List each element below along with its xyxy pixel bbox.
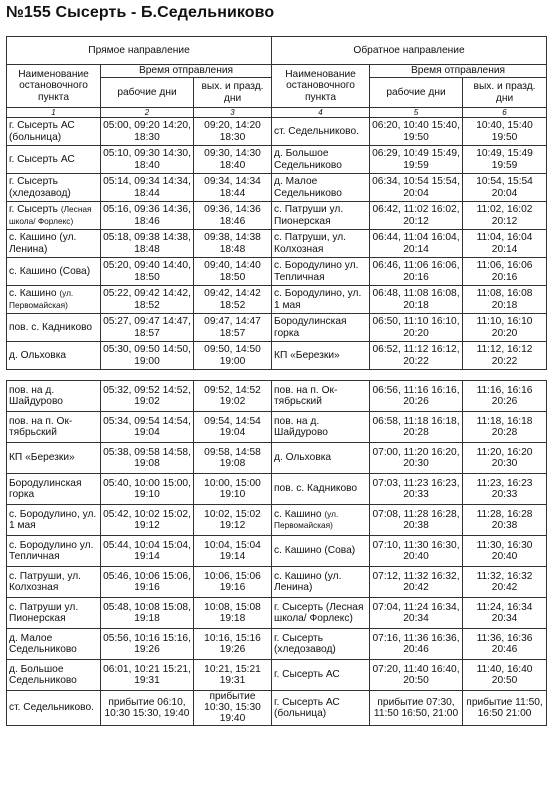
forward-stop-name: с. Патруши ул. Пионерская bbox=[7, 598, 101, 629]
backward-workday-times: прибытие 07:30, 11:50 16:50, 21:00 bbox=[370, 691, 463, 726]
forward-weekend-times: 10:16, 15:16 19:26 bbox=[194, 629, 272, 660]
backward-workday-times: 07:10, 11:30 16:30, 20:40 bbox=[370, 536, 463, 567]
forward-workday-times: 05:20, 09:40 14:40, 18:50 bbox=[101, 258, 194, 286]
schedule-row bbox=[7, 342, 547, 370]
forward-workday-times: 05:22, 09:42 14:42, 18:52 bbox=[101, 286, 194, 314]
schedule-row bbox=[7, 174, 547, 202]
backward-weekend-times: 11:08, 16:08 20:18 bbox=[463, 286, 547, 314]
backward-workday-times: 07:03, 11:23 16:23, 20:33 bbox=[370, 474, 463, 505]
column-number: 2 bbox=[101, 108, 194, 118]
schedule-row bbox=[7, 202, 547, 230]
schedule-row bbox=[7, 474, 547, 505]
forward-workday-times: 05:18, 09:38 14:38, 18:48 bbox=[101, 230, 194, 258]
forward-weekend-times: 09:54, 14:54 19:04 bbox=[194, 412, 272, 443]
backward-workday-times: 07:04, 11:24 16:34, 20:34 bbox=[370, 598, 463, 629]
forward-stop-name: д. Ольховка bbox=[7, 342, 101, 370]
forward-stop-name: г. Сысерть (Лесная школа/ Форлекс) bbox=[7, 202, 101, 230]
forward-workday-times: 06:01, 10:21 15:21, 19:31 bbox=[101, 660, 194, 691]
schedule-row bbox=[7, 629, 547, 660]
forward-stop-name: д. Малое Седельниково bbox=[7, 629, 101, 660]
backward-weekend-times: 11:12, 16:12 20:22 bbox=[463, 342, 547, 370]
backward-stop-name: пов. на д. Шайдурово bbox=[272, 412, 370, 443]
backward-weekend-times: 10:49, 15:49 19:59 bbox=[463, 146, 547, 174]
backward-weekend-times: 10:54, 15:54 20:04 bbox=[463, 174, 547, 202]
backward-direction-header: Обратное направление bbox=[272, 37, 547, 65]
backward-stop-name: с. Патруши, ул. Колхозная bbox=[272, 230, 370, 258]
schedule-row bbox=[7, 314, 547, 342]
forward-stop-name: с. Кашино (ул. Ленина) bbox=[7, 230, 101, 258]
forward-stop-name: с. Бородулино ул. Тепличная bbox=[7, 536, 101, 567]
forward-stop-name: КП «Березки» bbox=[7, 443, 101, 474]
forward-workday-times: 05:32, 09:52 14:52, 19:02 bbox=[101, 381, 194, 412]
schedule-row bbox=[7, 230, 547, 258]
forward-weekend-times: 09:58, 14:58 19:08 bbox=[194, 443, 272, 474]
forward-weekend-times: 10:06, 15:06 19:16 bbox=[194, 567, 272, 598]
stop-name-header: Наименование остановочного пункта bbox=[7, 65, 101, 108]
backward-stop-name: с. Бородулино, ул. 1 мая bbox=[272, 286, 370, 314]
column-number: 3 bbox=[194, 108, 272, 118]
backward-weekend-times: 11:04, 16:04 20:14 bbox=[463, 230, 547, 258]
schedule-row bbox=[7, 598, 547, 629]
weekends-header: вых. и празд. дни bbox=[194, 78, 272, 108]
backward-stop-name: с. Кашино (ул. Первомайская) bbox=[272, 505, 370, 536]
backward-weekend-times: 11:36, 16:36 20:46 bbox=[463, 629, 547, 660]
backward-weekend-times: 11:24, 16:34 20:34 bbox=[463, 598, 547, 629]
forward-stop-name: с. Бородулино, ул. 1 мая bbox=[7, 505, 101, 536]
backward-stop-name: с. Кашино (ул. Ленина) bbox=[272, 567, 370, 598]
forward-workday-times: 05:46, 10:06 15:06, 19:16 bbox=[101, 567, 194, 598]
backward-weekend-times: 11:23, 16:23 20:33 bbox=[463, 474, 547, 505]
forward-workday-times: 05:40, 10:00 15:00, 19:10 bbox=[101, 474, 194, 505]
forward-stop-name: г. Сысерть (хледозавод) bbox=[7, 174, 101, 202]
forward-stop-name: пов. с. Кадниково bbox=[7, 314, 101, 342]
backward-weekend-times: прибытие 11:50, 16:50 21:00 bbox=[463, 691, 547, 726]
backward-stop-name: пов. на п. Ок-тябрьский bbox=[272, 381, 370, 412]
forward-workday-times: 05:34, 09:54 14:54, 19:04 bbox=[101, 412, 194, 443]
forward-weekend-times: 09:34, 14:34 18:44 bbox=[194, 174, 272, 202]
forward-workday-times: 05:30, 09:50 14:50, 19:00 bbox=[101, 342, 194, 370]
schedule-row bbox=[7, 443, 547, 474]
backward-stop-name: д. Большое Седельниково bbox=[272, 146, 370, 174]
backward-stop-name: г. Сысерть АС bbox=[272, 660, 370, 691]
backward-weekend-times: 11:10, 16:10 20:20 bbox=[463, 314, 547, 342]
block-separator bbox=[7, 370, 547, 381]
forward-weekend-times: 10:04, 15:04 19:14 bbox=[194, 536, 272, 567]
forward-weekend-times: 10:21, 15:21 19:31 bbox=[194, 660, 272, 691]
forward-stop-name: г. Сысерть АС (больница) bbox=[7, 118, 101, 146]
backward-weekend-times: 11:06, 16:06 20:16 bbox=[463, 258, 547, 286]
schedule-row bbox=[7, 505, 547, 536]
backward-stop-name: Бородулинская горка bbox=[272, 314, 370, 342]
forward-weekend-times: прибытие 10:30, 15:30 19:40 bbox=[194, 691, 272, 726]
backward-weekend-times: 11:30, 16:30 20:40 bbox=[463, 536, 547, 567]
backward-workday-times: 06:52, 11:12 16:12, 20:22 bbox=[370, 342, 463, 370]
backward-weekend-times: 11:02, 16:02 20:12 bbox=[463, 202, 547, 230]
schedule-row bbox=[7, 146, 547, 174]
forward-stop-name: Бородулинская горка bbox=[7, 474, 101, 505]
backward-workday-times: 06:29, 10:49 15:49, 19:59 bbox=[370, 146, 463, 174]
depart-time-header: Время отправления bbox=[370, 65, 547, 78]
schedule-row bbox=[7, 258, 547, 286]
forward-stop-name: с. Кашино (ул. Первомайская) bbox=[7, 286, 101, 314]
schedule-table bbox=[6, 36, 547, 726]
forward-workday-times: 05:56, 10:16 15:16, 19:26 bbox=[101, 629, 194, 660]
column-number: 1 bbox=[7, 108, 101, 118]
stop-name-header: Наименование остановочного пункта bbox=[272, 65, 370, 108]
forward-weekend-times: 09:47, 14:47 18:57 bbox=[194, 314, 272, 342]
backward-stop-name: г. Сысерть (Лесная школа/ Форлекс) bbox=[272, 598, 370, 629]
forward-weekend-times: 09:36, 14:36 18:46 bbox=[194, 202, 272, 230]
forward-weekend-times: 09:38, 14:38 18:48 bbox=[194, 230, 272, 258]
backward-stop-name: г. Сысерть (хледозавод) bbox=[272, 629, 370, 660]
forward-workday-times: 05:44, 10:04 15:04, 19:14 bbox=[101, 536, 194, 567]
backward-weekend-times: 11:28, 16:28 20:38 bbox=[463, 505, 547, 536]
backward-workday-times: 06:50, 11:10 16:10, 20:20 bbox=[370, 314, 463, 342]
forward-stop-name: ст. Седельниково. bbox=[7, 691, 101, 726]
forward-workday-times: 05:14, 09:34 14:34, 18:44 bbox=[101, 174, 194, 202]
backward-stop-name: д. Ольховка bbox=[272, 443, 370, 474]
schedule-row bbox=[7, 567, 547, 598]
forward-direction-header: Прямое направление bbox=[7, 37, 272, 65]
backward-stop-name: д. Малое Седельниково bbox=[272, 174, 370, 202]
backward-workday-times: 07:20, 11:40 16:40, 20:50 bbox=[370, 660, 463, 691]
forward-workday-times: 05:27, 09:47 14:47, 18:57 bbox=[101, 314, 194, 342]
schedule-row bbox=[7, 691, 547, 726]
forward-workday-times: 05:10, 09:30 14:30, 18:40 bbox=[101, 146, 194, 174]
schedule-row bbox=[7, 412, 547, 443]
backward-workday-times: 07:08, 11:28 16:28, 20:38 bbox=[370, 505, 463, 536]
backward-stop-name: г. Сысерть АС (больница) bbox=[272, 691, 370, 726]
schedule-row bbox=[7, 660, 547, 691]
forward-workday-times: 05:00, 09:20 14:20, 18:30 bbox=[101, 118, 194, 146]
backward-workday-times: 06:44, 11:04 16:04, 20:14 bbox=[370, 230, 463, 258]
forward-stop-name: пов. на д. Шайдурово bbox=[7, 381, 101, 412]
backward-workday-times: 06:58, 11:18 16:18, 20:28 bbox=[370, 412, 463, 443]
backward-weekend-times: 11:32, 16:32 20:42 bbox=[463, 567, 547, 598]
schedule-row bbox=[7, 286, 547, 314]
forward-workday-times: прибытие 06:10, 10:30 15:30, 19:40 bbox=[101, 691, 194, 726]
backward-stop-name: ст. Седельниково. bbox=[272, 118, 370, 146]
backward-workday-times: 06:46, 11:06 16:06, 20:16 bbox=[370, 258, 463, 286]
column-number: 6 bbox=[463, 108, 547, 118]
schedule-row bbox=[7, 381, 547, 412]
forward-stop-name: с. Патруши, ул. Колхозная bbox=[7, 567, 101, 598]
forward-weekend-times: 10:08, 15:08 19:18 bbox=[194, 598, 272, 629]
forward-stop-name: пов. на п. Ок-тябрьский bbox=[7, 412, 101, 443]
backward-workday-times: 07:00, 11:20 16:20, 20:30 bbox=[370, 443, 463, 474]
backward-weekend-times: 11:40, 16:40 20:50 bbox=[463, 660, 547, 691]
forward-stop-name: с. Кашино (Сова) bbox=[7, 258, 101, 286]
backward-workday-times: 06:48, 11:08 16:08, 20:18 bbox=[370, 286, 463, 314]
backward-weekend-times: 11:18, 16:18 20:28 bbox=[463, 412, 547, 443]
forward-weekend-times: 09:40, 14:40 18:50 bbox=[194, 258, 272, 286]
backward-weekend-times: 11:16, 16:16 20:26 bbox=[463, 381, 547, 412]
forward-weekend-times: 09:52, 14:52 19:02 bbox=[194, 381, 272, 412]
weekends-header: вых. и празд. дни bbox=[463, 78, 547, 108]
backward-workday-times: 07:16, 11:36 16:36, 20:46 bbox=[370, 629, 463, 660]
backward-workday-times: 07:12, 11:32 16:32, 20:42 bbox=[370, 567, 463, 598]
depart-time-header: Время отправления bbox=[101, 65, 272, 78]
schedule-row bbox=[7, 118, 547, 146]
forward-weekend-times: 09:20, 14:20 18:30 bbox=[194, 118, 272, 146]
column-number: 5 bbox=[370, 108, 463, 118]
forward-stop-name: д. Большое Седельниково bbox=[7, 660, 101, 691]
backward-workday-times: 06:56, 11:16 16:16, 20:26 bbox=[370, 381, 463, 412]
forward-weekend-times: 09:30, 14:30 18:40 bbox=[194, 146, 272, 174]
schedule-row bbox=[7, 536, 547, 567]
forward-stop-name: г. Сысерть АС bbox=[7, 146, 101, 174]
backward-workday-times: 06:20, 10:40 15:40, 19:50 bbox=[370, 118, 463, 146]
backward-stop-name: с. Кашино (Сова) bbox=[272, 536, 370, 567]
backward-stop-name: с. Патруши ул. Пионерская bbox=[272, 202, 370, 230]
workdays-header: рабочие дни bbox=[370, 78, 463, 108]
forward-weekend-times: 10:00, 15:00 19:10 bbox=[194, 474, 272, 505]
backward-weekend-times: 10:40, 15:40 19:50 bbox=[463, 118, 547, 146]
forward-workday-times: 05:42, 10:02 15:02, 19:12 bbox=[101, 505, 194, 536]
forward-weekend-times: 10:02, 15:02 19:12 bbox=[194, 505, 272, 536]
workdays-header: рабочие дни bbox=[101, 78, 194, 108]
backward-workday-times: 06:34, 10:54 15:54, 20:04 bbox=[370, 174, 463, 202]
column-number: 4 bbox=[272, 108, 370, 118]
forward-weekend-times: 09:42, 14:42 18:52 bbox=[194, 286, 272, 314]
forward-workday-times: 05:38, 09:58 14:58, 19:08 bbox=[101, 443, 194, 474]
page-title: №155 Сысерть - Б.Седельниково bbox=[6, 4, 275, 21]
backward-stop-name: с. Бородулино ул. Тепличная bbox=[272, 258, 370, 286]
forward-workday-times: 05:48, 10:08 15:08, 19:18 bbox=[101, 598, 194, 629]
backward-stop-name: КП «Березки» bbox=[272, 342, 370, 370]
backward-weekend-times: 11:20, 16:20 20:30 bbox=[463, 443, 547, 474]
backward-stop-name: пов. с. Кадниково bbox=[272, 474, 370, 505]
forward-workday-times: 05:16, 09:36 14:36, 18:46 bbox=[101, 202, 194, 230]
backward-workday-times: 06:42, 11:02 16:02, 20:12 bbox=[370, 202, 463, 230]
forward-weekend-times: 09:50, 14:50 19:00 bbox=[194, 342, 272, 370]
